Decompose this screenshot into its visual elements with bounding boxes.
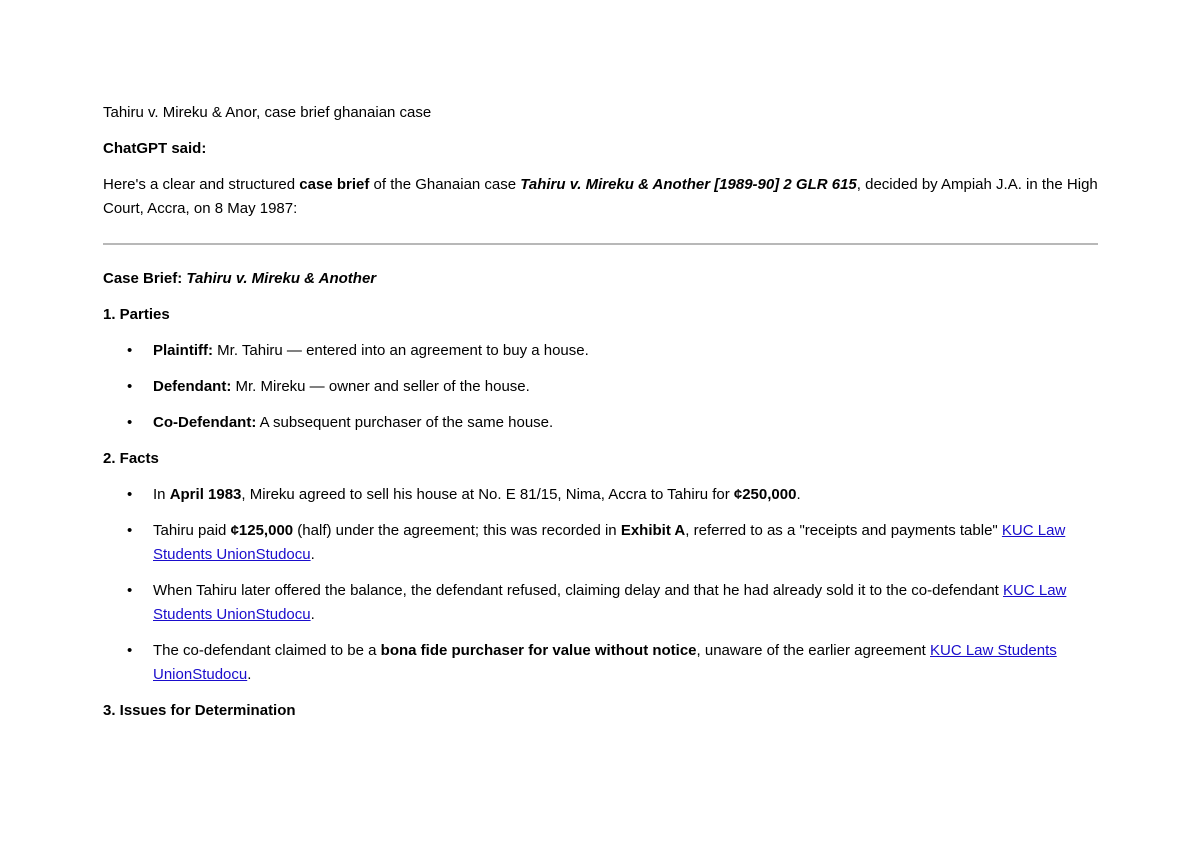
- source-link[interactable]: KUC Law Students UnionStudocu: [153, 642, 1057, 683]
- bullet-icon: •: [127, 486, 133, 503]
- horizontal-divider: [103, 243, 1098, 245]
- list-item: • When Tahiru later offered the balance, the defendant refused, claiming delay and that he had already sold it to the co-defendant KUC Law Students UnionStudocu.: [103, 579, 1098, 627]
- list-item: • Plaintiff: Mr. Tahiru — entered into an agreement to buy a house.: [103, 339, 1098, 363]
- list-item: • Tahiru paid ¢125,000 (half) under the agreement; this was recorded in Exhibit A, referred to as a "receipts and payments table" KUC Law Students UnionStudocu.: [103, 519, 1098, 567]
- source-link[interactable]: KUC Law Students UnionStudocu: [153, 582, 1067, 623]
- bullet-icon: •: [127, 522, 133, 539]
- section-heading-facts: 2. Facts: [103, 450, 159, 467]
- speaker-label: ChatGPT said:: [103, 140, 207, 157]
- list-item: • The co-defendant claimed to be a bona fide purchaser for value without notice, unaware of the earlier agreement KUC Law Students UnionStudocu.: [103, 639, 1098, 687]
- section-heading-parties: 1. Parties: [103, 306, 170, 323]
- section-heading-issues: 3. Issues for Determination: [103, 702, 296, 719]
- list-item: • In April 1983, Mireku agreed to sell his house at No. E 81/15, Nima, Accra to Tahiru for ¢250,000.: [103, 483, 1098, 507]
- bullet-icon: •: [127, 342, 133, 359]
- document-page: [103, 101, 1098, 735]
- user-prompt: Tahiru v. Mireku & Anor, case brief ghanaian case: [103, 104, 432, 121]
- list-item: • Defendant: Mr. Mireku — owner and seller of the house.: [103, 375, 1098, 399]
- bullet-icon: •: [127, 642, 133, 659]
- bullet-icon: •: [127, 414, 133, 431]
- parties-list: [103, 339, 1098, 435]
- bullet-icon: •: [127, 582, 133, 599]
- source-link[interactable]: KUC Law Students UnionStudocu: [153, 522, 1066, 563]
- list-item: • Co-Defendant: A subsequent purchaser of the same house.: [103, 411, 1098, 435]
- intro-paragraph: Here's a clear and structured case brief of the Ghanaian case Tahiru v. Mireku & Another [1989-90] 2 GLR 615, decided by Ampiah J.A. in the High Court, Accra, on 8 May 1987:: [103, 176, 1098, 217]
- facts-list: [103, 483, 1098, 687]
- case-brief-title: Case Brief: Tahiru v. Mireku & Another: [103, 270, 377, 287]
- bullet-icon: •: [127, 378, 133, 395]
